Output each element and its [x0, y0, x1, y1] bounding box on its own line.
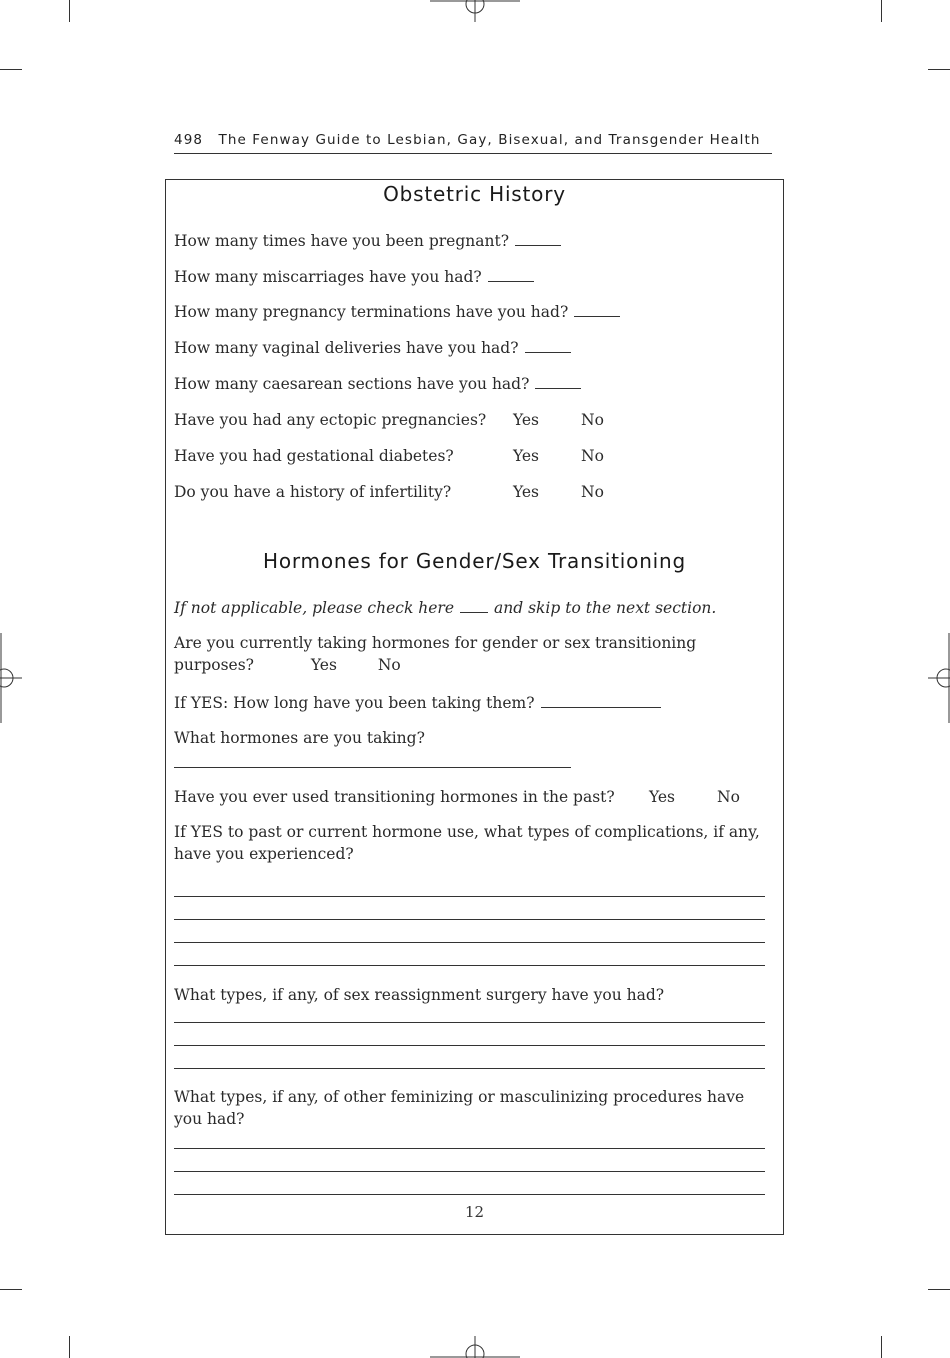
form-page-number: 12	[464, 1203, 485, 1221]
answer-blank-how-long[interactable]	[541, 706, 661, 708]
crop-mark-bottom-left-v	[69, 1336, 70, 1358]
question-times-pregnant: How many times have you been pregnant?	[174, 230, 561, 252]
crop-mark-top-right-v	[881, 0, 882, 22]
question-terminations: How many pregnancy terminations have you had?	[174, 301, 620, 323]
answer-line-procedures-3[interactable]	[174, 1194, 765, 1195]
infertility-no-option[interactable]: No	[581, 483, 604, 501]
question-which-hormones: What hormones are you taking?	[174, 729, 425, 747]
answer-blank-vaginal[interactable]	[525, 351, 571, 353]
answer-blank-pregnant[interactable]	[515, 244, 561, 246]
answer-line-surgery-3[interactable]	[174, 1068, 765, 1069]
gestational-yes-option[interactable]: Yes	[513, 447, 540, 465]
infertility-yes-option[interactable]: Yes	[513, 483, 540, 501]
registration-mark-bottom	[430, 1336, 520, 1358]
question-miscarriages: How many miscarriages have you had?	[174, 266, 534, 288]
answer-blank-caesarean[interactable]	[535, 387, 581, 389]
crop-mark-bottom-right-v	[881, 1336, 882, 1358]
registration-mark-top	[430, 0, 520, 24]
question-how-long: If YES: How long have you been taking them?	[174, 692, 661, 714]
skip-instruction: If not applicable, please check here and skip to the next section.	[174, 599, 717, 617]
registration-mark-right	[926, 633, 950, 723]
question-ectopic: Have you had any ectopic pregnancies?	[174, 411, 487, 429]
answer-line-complications-4[interactable]	[174, 965, 765, 966]
obstetric-history-heading: Obstetric History	[383, 182, 566, 206]
skip-checkbox-blank[interactable]	[460, 611, 488, 613]
current-no-option[interactable]: No	[377, 656, 401, 674]
past-no-option[interactable]: No	[717, 788, 740, 806]
ectopic-no-option[interactable]: No	[581, 411, 604, 429]
current-yes-option[interactable]: Yes	[310, 656, 337, 674]
question-gestational-diabetes: Have you had gestational diabetes?	[174, 447, 454, 465]
answer-line-complications-3[interactable]	[174, 942, 765, 943]
crop-mark-top-left-h	[0, 69, 22, 70]
question-surgery: What types, if any, of sex reassignment surgery have you had?	[174, 986, 665, 1004]
question-complications: If YES to past or current hormone use, what types of complications, if any, have you experienced?	[174, 823, 760, 863]
hormones-heading: Hormones for Gender/Sex Transitioning	[262, 549, 686, 573]
registration-mark-left	[0, 633, 24, 723]
crop-mark-top-right-h	[928, 69, 950, 70]
answer-line-complications-1[interactable]	[174, 896, 765, 897]
answer-line-procedures-2[interactable]	[174, 1171, 765, 1172]
question-infertility: Do you have a history of infertility?	[174, 483, 452, 501]
intake-form-box	[165, 179, 784, 1235]
book-title: The Fenway Guide to Lesbian, Gay, Bisexual, and Transgender Health	[218, 132, 761, 148]
crop-mark-bottom-left-h	[0, 1289, 22, 1290]
answer-blank-terminations[interactable]	[574, 315, 620, 317]
answer-line-surgery-1[interactable]	[174, 1022, 765, 1023]
answer-line-complications-2[interactable]	[174, 919, 765, 920]
answer-blank-miscarriages[interactable]	[488, 280, 534, 282]
answer-line-procedures-1[interactable]	[174, 1148, 765, 1149]
running-head-rule	[174, 153, 772, 154]
answer-line-surgery-2[interactable]	[174, 1045, 765, 1046]
gestational-no-option[interactable]: No	[581, 447, 604, 465]
question-procedures: What types, if any, of other feminizing or masculinizing procedures have you had?	[174, 1088, 745, 1128]
crop-mark-top-left-v	[69, 0, 70, 22]
question-vaginal-deliveries: How many vaginal deliveries have you had?	[174, 337, 571, 359]
question-currently-taking: Are you currently taking hormones for gender or sex transitioning purposes? Yes No	[174, 634, 697, 674]
question-caesarean: How many caesarean sections have you had?	[174, 373, 581, 395]
question-past-use: Have you ever used transitioning hormones in the past?	[174, 788, 615, 806]
answer-line-which-hormones[interactable]	[174, 767, 571, 768]
running-head	[174, 132, 772, 148]
ectopic-yes-option[interactable]: Yes	[513, 411, 540, 429]
past-yes-option[interactable]: Yes	[649, 788, 676, 806]
book-page-number: 498	[174, 132, 204, 148]
crop-mark-bottom-right-h	[928, 1289, 950, 1290]
